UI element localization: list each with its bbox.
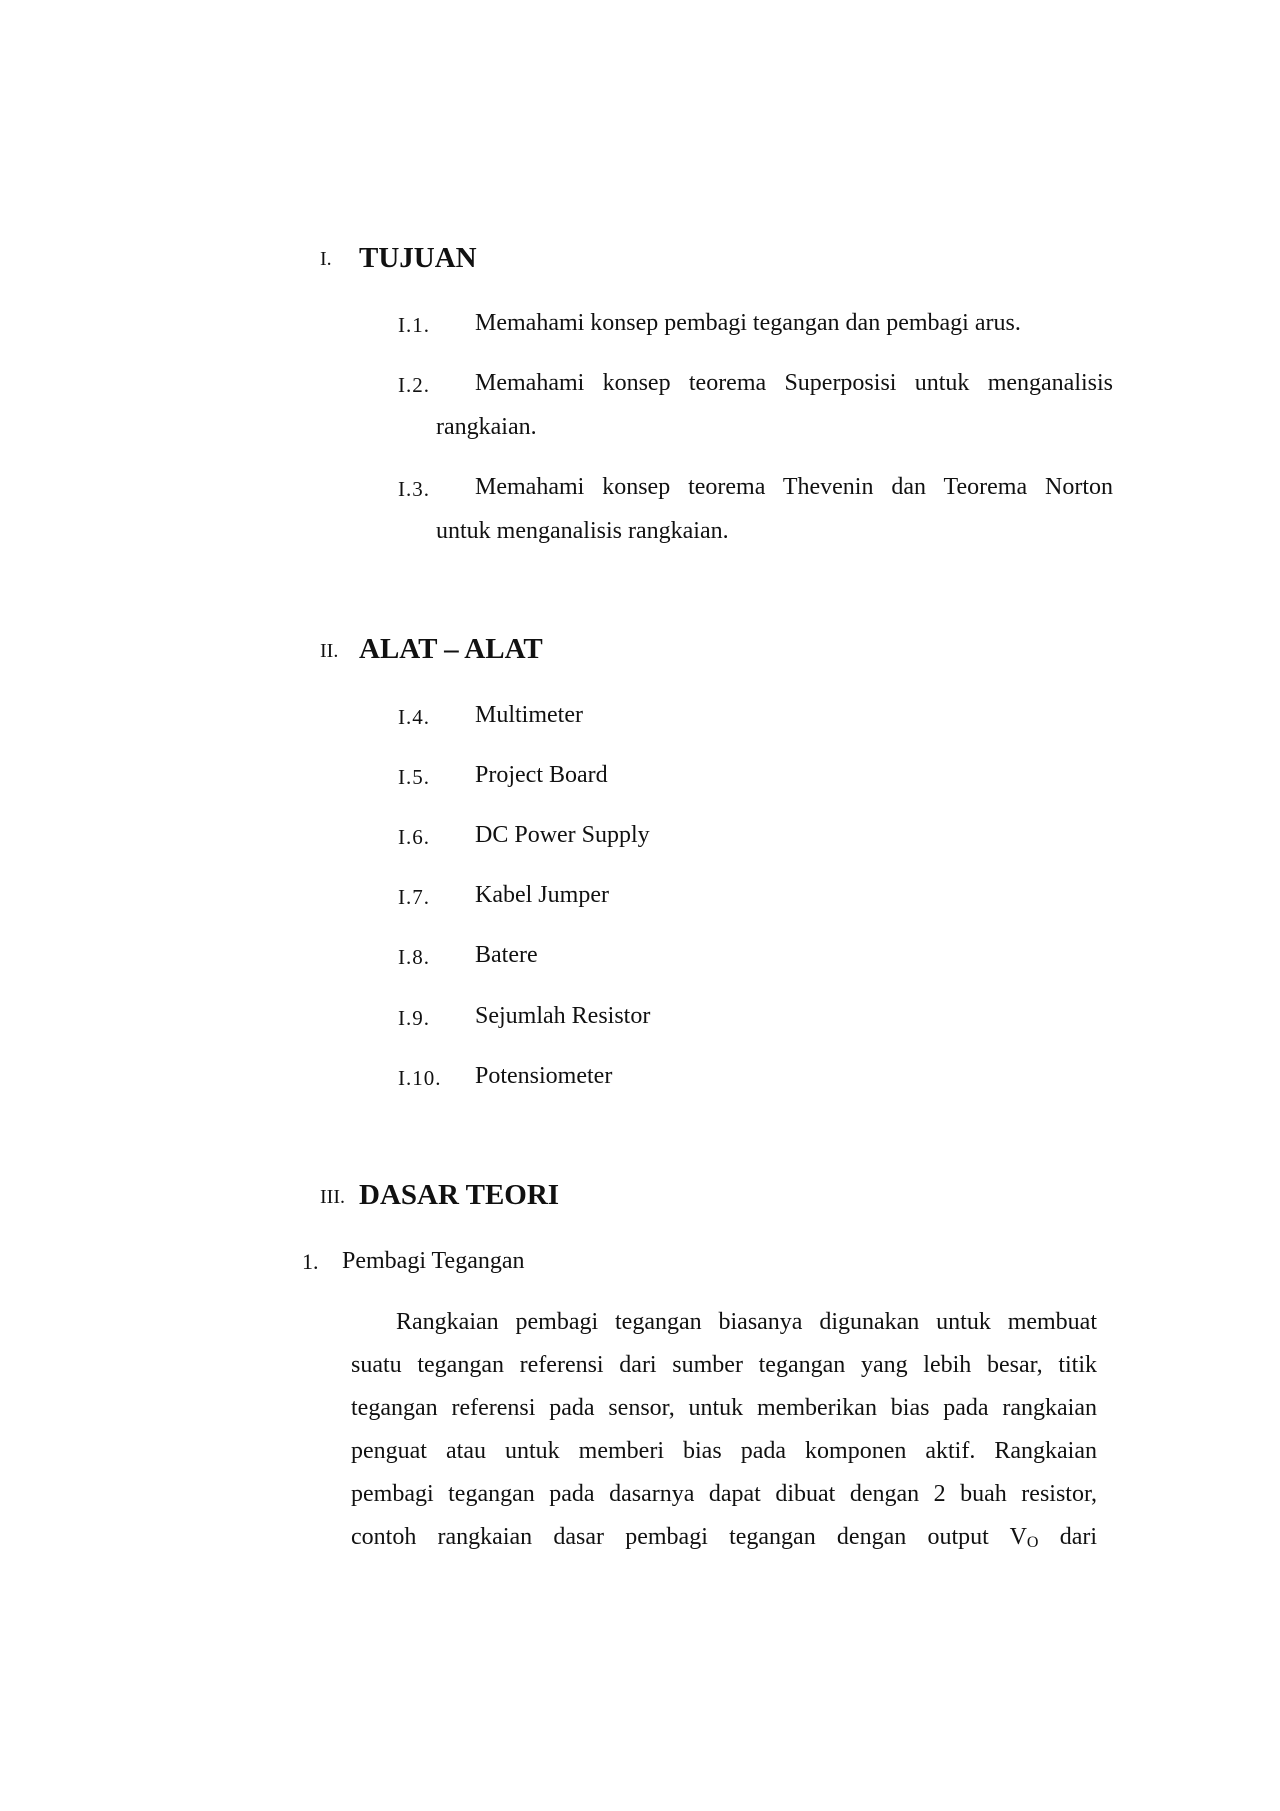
section-numeral: II. — [320, 640, 339, 662]
item-text: Project Board — [475, 762, 608, 788]
item-number: I.5. — [398, 765, 430, 789]
item-text: Sejumlah Resistor — [475, 1003, 651, 1029]
item-text: Memahami konsep teorema Thevenin dan Teorema Norton — [475, 474, 1113, 500]
item-number: I.3. — [398, 477, 430, 501]
section-numeral: III. — [320, 1186, 345, 1208]
item-number: I.2. — [398, 373, 430, 397]
item-number: I.7. — [398, 885, 430, 909]
item-number: I.4. — [398, 705, 430, 729]
subscript-o: O — [1026, 1534, 1039, 1551]
item-text: Memahami konsep teorema Superposisi untuk menganalisis — [475, 370, 1113, 396]
section-numeral: I. — [320, 248, 332, 270]
paragraph-line: pembagi tegangan pada dasarnya dapat dibuat dengan 2 buah resistor, — [351, 1481, 1097, 1507]
subsection-number: 1. — [302, 1249, 319, 1274]
item-text: Batere — [475, 942, 538, 968]
paragraph-line: penguat atau untuk memberi bias pada komponen aktif. Rangkaian — [351, 1438, 1097, 1464]
item-number: I.1. — [398, 313, 430, 337]
paragraph-last-word: dari — [1059, 1524, 1097, 1550]
paragraph-line: tegangan referensi pada sensor, untuk memberikan bias pada rangkaian — [351, 1395, 1097, 1421]
item-text-continuation: rangkaian. — [436, 414, 537, 440]
paragraph-line: Rangkaian pembagi tegangan biasanya digunakan untuk membuat — [396, 1309, 1097, 1335]
item-number: I.10. — [398, 1066, 442, 1090]
subsection-title: Pembagi Tegangan — [342, 1248, 525, 1274]
paragraph-line-last — [351, 1524, 1097, 1552]
section-title: TUJUAN — [359, 242, 477, 274]
item-text-continuation: untuk menganalisis rangkaian. — [436, 518, 729, 544]
item-text: Kabel Jumper — [475, 882, 609, 908]
item-number: I.6. — [398, 825, 430, 849]
item-text: Multimeter — [475, 702, 583, 728]
section-title: DASAR TEORI — [359, 1179, 560, 1211]
section-title: ALAT – ALAT — [359, 633, 543, 665]
item-number: I.9. — [398, 1006, 430, 1030]
item-text: Potensiometer — [475, 1063, 613, 1089]
item-number: I.8. — [398, 945, 430, 969]
paragraph-line-text: contoh rangkaian dasar pembagi tegangan dengan output V — [351, 1524, 1027, 1550]
paragraph-line: suatu tegangan referensi dari sumber tegangan yang lebih besar, titik — [351, 1352, 1097, 1378]
item-text: Memahami konsep pembagi tegangan dan pembagi arus. — [475, 310, 1021, 336]
item-text: DC Power Supply — [475, 822, 650, 848]
